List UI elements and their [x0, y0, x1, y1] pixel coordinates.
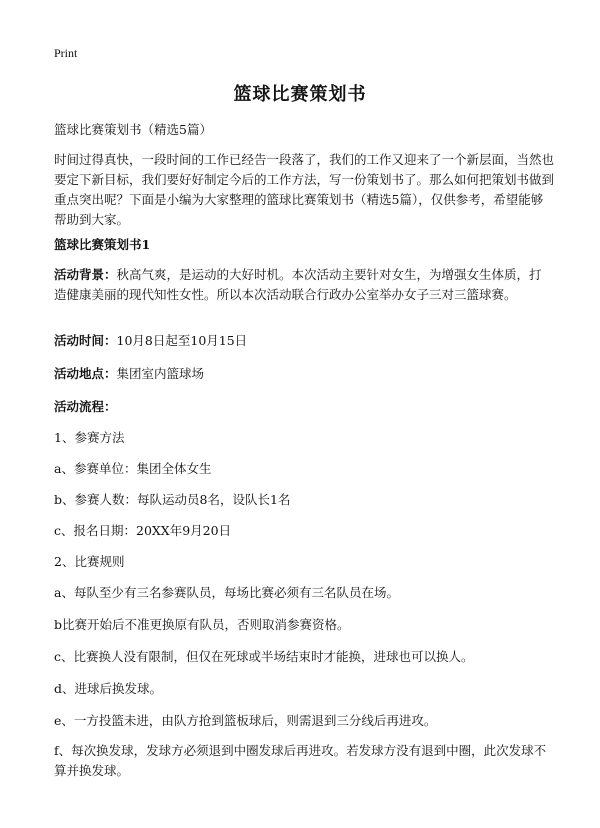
time-row: [54, 331, 546, 351]
time-text: 10月8日起至10月15日: [116, 333, 248, 348]
list-item: 2、比赛规则: [54, 554, 125, 569]
list-item: c、报名日期：20XX年9月20日: [54, 523, 232, 538]
time-label: 活动时间：: [54, 333, 117, 348]
list-item: b、参赛人数：每队运动员8名，设队长1名: [54, 492, 291, 507]
list-item: d、进球后换发球。: [54, 681, 163, 696]
process-label: 活动流程：: [54, 399, 117, 414]
background-label: 活动背景：: [54, 267, 117, 282]
place-label: 活动地点：: [54, 366, 117, 381]
section-heading: 篮球比赛策划书1: [54, 237, 151, 252]
list-item: e、一方投篮未进，由队方抢到篮板球后，则需退到三分线后再进攻。: [54, 713, 437, 728]
intro-paragraph: 时间过得真快，一段时间的工作已经告一段落了，我们的工作又迎来了一个新层面，当然也要定下新目标，我们要好好制定今后的工作方法，写一份策划书了。那么如何把策划书做到重点突出呢？下面是小编为大家整理的篮球比赛策划书（精选5篇），仅供参考，希望能够帮助到大家。: [54, 152, 555, 227]
list-item: f、每次换发球，发球方必须退到中圈发球后再进攻。若发球方没有退到中圈，此次发球不算并换发球。: [54, 743, 547, 778]
place-row: [54, 364, 546, 384]
list-item: 1、参赛方法: [54, 430, 125, 445]
list-item: c、比赛换人没有限制，但仅在死球或半场结束时才能换，进球也可以换人。: [54, 649, 474, 664]
background-paragraph: [54, 265, 554, 305]
background-text: 秋高气爽，是运动的大好时机。本次活动主要针对女生，为增强女生体质，打造健康美丽的现代知性女性。所以本次活动联合行政办公室举办女子三对三篮球赛。: [54, 267, 542, 302]
list-item: a、参赛单位：集团全体女生: [54, 461, 212, 476]
document-title: 篮球比赛策划书: [233, 84, 367, 105]
list-item: a、每队至少有三名参赛队员，每场比赛必须有三名队员在场。: [54, 585, 399, 600]
list-item: b比赛开始后不准更换原有队员，否则取消参赛资格。: [54, 617, 350, 632]
place-text: 集团室内篮球场: [116, 366, 205, 381]
document-subtitle: 篮球比赛策划书（精选5篇）: [54, 122, 212, 137]
print-label: Print: [54, 46, 78, 60]
